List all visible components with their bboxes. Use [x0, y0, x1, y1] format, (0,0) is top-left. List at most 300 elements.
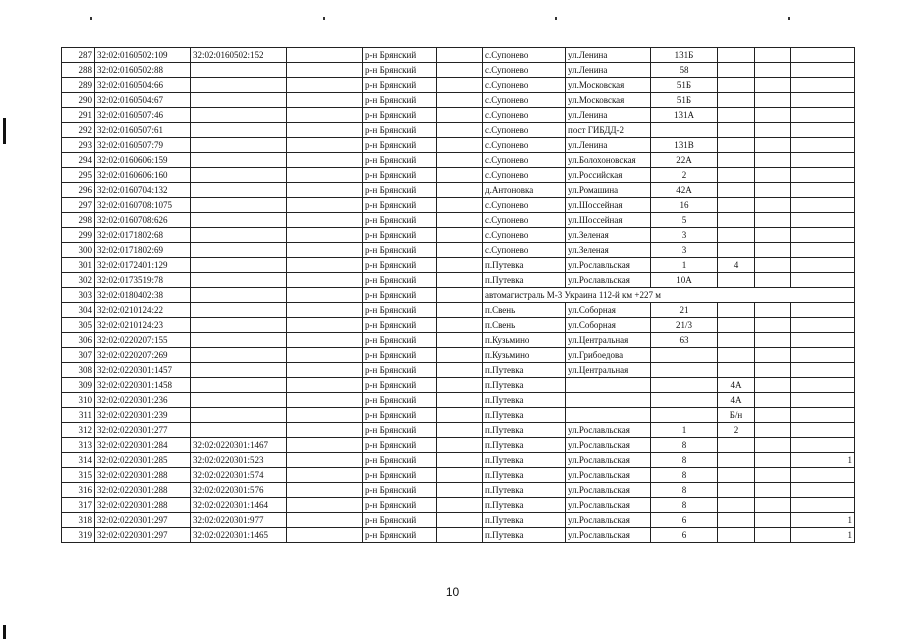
- cell-region: р-н Брянский: [363, 93, 437, 108]
- cell-cad: [191, 183, 287, 198]
- cell-building: [718, 273, 755, 288]
- cell-cad: 32:02:0160704:132: [95, 183, 191, 198]
- cell-region: р-н Брянский: [363, 528, 437, 543]
- cell-num: 313: [62, 438, 95, 453]
- table-row: [62, 348, 855, 363]
- scan-dot: [323, 17, 325, 20]
- cell-cad2: [191, 288, 287, 303]
- cell-cad: 32:02:0160502:109: [95, 48, 191, 63]
- cell-blank: [755, 303, 791, 318]
- cell-blank: [437, 483, 483, 498]
- cell-num: 312: [62, 423, 95, 438]
- cell-street: [566, 393, 651, 408]
- cell-cad: [191, 198, 287, 213]
- cell-region: р-н Брянский: [363, 453, 437, 468]
- cell-blank: [437, 468, 483, 483]
- cell-region: р-н Брянский: [363, 138, 437, 153]
- cell-apt: [791, 273, 855, 288]
- cell-cad: [191, 423, 287, 438]
- cell-house: [651, 408, 718, 423]
- cell-cad: 32:02:0220301:239: [95, 408, 191, 423]
- table-row: [62, 108, 855, 123]
- cell-blank: [755, 153, 791, 168]
- cell-settlement: с.Супонево: [483, 108, 566, 123]
- cell-apt: [791, 438, 855, 453]
- cell-region: р-н Брянский: [363, 513, 437, 528]
- cell-building: [718, 363, 755, 378]
- cell-house: 1: [651, 258, 718, 273]
- cell-street: ул.Соборная: [566, 318, 651, 333]
- cell-blank: [437, 378, 483, 393]
- cell-cad: 32:02:0160507:79: [95, 138, 191, 153]
- cell-settlement: с.Супонево: [483, 213, 566, 228]
- cell-apt: [791, 408, 855, 423]
- cell-cad: 32:02:0220301:288: [95, 483, 191, 498]
- cell-blank: [755, 138, 791, 153]
- cell-cad: [191, 318, 287, 333]
- cell-street: ул.Соборная: [566, 303, 651, 318]
- cell-num: 294: [62, 153, 95, 168]
- cell-cad: 32:02:0220301:1467: [191, 438, 287, 453]
- cell-building: [718, 483, 755, 498]
- cell-num: 317: [62, 498, 95, 513]
- cell-blank: [437, 78, 483, 93]
- cell-cad: 32:02:0160507:61: [95, 123, 191, 138]
- cell-cad: [191, 393, 287, 408]
- cell-blank: [287, 423, 363, 438]
- cell-apt: [791, 168, 855, 183]
- cell-settlement: с.Супонево: [483, 123, 566, 138]
- cell-building: [718, 48, 755, 63]
- table-row: [62, 183, 855, 198]
- cell-cad: 32:02:0160502:88: [95, 63, 191, 78]
- cell-apt: [791, 348, 855, 363]
- cell-blank: [755, 453, 791, 468]
- cell-region: р-н Брянский: [363, 498, 437, 513]
- cell-apt: [791, 63, 855, 78]
- table-row: [62, 288, 855, 303]
- cell-blank: [287, 273, 363, 288]
- cell-blank: [287, 183, 363, 198]
- cell-apt: [791, 318, 855, 333]
- cell-cad: [191, 138, 287, 153]
- cell-house: [651, 393, 718, 408]
- cell-building: 4А: [718, 378, 755, 393]
- cell-num: 296: [62, 183, 95, 198]
- cell-num: 292: [62, 123, 95, 138]
- cell-settlement: д.Антоновка: [483, 183, 566, 198]
- table-row: [62, 213, 855, 228]
- cell-blank: [287, 153, 363, 168]
- cell-blank: [755, 378, 791, 393]
- cell-settlement: п.Путевка: [483, 438, 566, 453]
- cell-cad: 32:02:0220301:1464: [191, 498, 287, 513]
- cell-house: 6: [651, 513, 718, 528]
- cell-cad: 32:02:0210124:23: [95, 318, 191, 333]
- cell-blank: [755, 213, 791, 228]
- cell-cad: [191, 333, 287, 348]
- cell-num: 301: [62, 258, 95, 273]
- cell-region: р-н Брянский: [363, 273, 437, 288]
- table-row: [62, 63, 855, 78]
- cell-building: [718, 108, 755, 123]
- cell-building: [718, 78, 755, 93]
- register-table-body: [62, 48, 855, 543]
- cell-house: 10А: [651, 273, 718, 288]
- cell-blank: [755, 198, 791, 213]
- cell-settlement: п.Путевка: [483, 513, 566, 528]
- cell-apt: [791, 363, 855, 378]
- cell-house: 8: [651, 453, 718, 468]
- cell-house: 58: [651, 63, 718, 78]
- cell-blank: [287, 303, 363, 318]
- table-row: [62, 453, 855, 468]
- cell-street: ул.Российская: [566, 168, 651, 183]
- cell-cad: 32:02:0172401:129: [95, 258, 191, 273]
- cell-cad: 32:02:0220301:284: [95, 438, 191, 453]
- cell-region: р-н Брянский: [363, 108, 437, 123]
- cell-settlement: с.Супонево: [483, 243, 566, 258]
- cell-cad: 32:02:0160504:66: [95, 78, 191, 93]
- cell-region: р-н Брянский: [363, 198, 437, 213]
- cell-cad: [191, 93, 287, 108]
- cell-blank: [287, 408, 363, 423]
- cell-blank: [755, 108, 791, 123]
- cell-blank: [755, 438, 791, 453]
- cell-region: р-н Брянский: [363, 408, 437, 423]
- cell-cad: 32:02:0220301:1457: [95, 363, 191, 378]
- cell-blank: [437, 48, 483, 63]
- cell-house: [651, 348, 718, 363]
- cell-street: ул.Ленина: [566, 108, 651, 123]
- cell-street: ул.Зеленая: [566, 243, 651, 258]
- cell-settlement: п.Путевка: [483, 378, 566, 393]
- cell-building: [718, 198, 755, 213]
- cell-street: [566, 378, 651, 393]
- cell-apt: [791, 423, 855, 438]
- cell-cad: 32:02:0160708:1075: [95, 198, 191, 213]
- cell-building: [718, 528, 755, 543]
- table-row: [62, 318, 855, 333]
- cell-blank: [755, 363, 791, 378]
- cell-apt: [791, 78, 855, 93]
- cell-house: 6: [651, 528, 718, 543]
- cell-blank: [287, 438, 363, 453]
- cell-blank: [287, 528, 363, 543]
- cell-blank: [437, 498, 483, 513]
- cell-apt: [791, 228, 855, 243]
- register-table: [61, 47, 855, 543]
- cell-num: 289: [62, 78, 95, 93]
- cell-region: р-н Брянский: [363, 393, 437, 408]
- cell-settlement: с.Супонево: [483, 168, 566, 183]
- cell-blank: [437, 243, 483, 258]
- cell-num: 295: [62, 168, 95, 183]
- cell-building: [718, 333, 755, 348]
- cell-cad: 32:02:0160507:46: [95, 108, 191, 123]
- cell-region: р-н Брянский: [363, 438, 437, 453]
- page-number: 10: [445, 585, 460, 599]
- cell-cad: 32:02:0160606:159: [95, 153, 191, 168]
- cell-street: ул.Шоссейная: [566, 198, 651, 213]
- cell-blank: [437, 438, 483, 453]
- cell-region: р-н Брянский: [363, 48, 437, 63]
- cell-region: р-н Брянский: [363, 78, 437, 93]
- cell-blank: [755, 228, 791, 243]
- cell-num: 293: [62, 138, 95, 153]
- table-row: [62, 378, 855, 393]
- cell-address-span: автомагистраль М-3 Украина 112-й км +227 м: [483, 288, 855, 303]
- table-row: [62, 333, 855, 348]
- cell-house: [651, 363, 718, 378]
- cell-house: 8: [651, 438, 718, 453]
- cell-num: 310: [62, 393, 95, 408]
- cell-blank: [287, 318, 363, 333]
- cell-settlement: с.Супонево: [483, 153, 566, 168]
- table-row: [62, 528, 855, 543]
- cell-street: ул.Шоссейная: [566, 213, 651, 228]
- cell-blank: [437, 363, 483, 378]
- cell-num: 319: [62, 528, 95, 543]
- cell-building: 4: [718, 258, 755, 273]
- cell-cad: 32:02:0220207:269: [95, 348, 191, 363]
- cell-blank: [755, 498, 791, 513]
- cell-cad: [191, 78, 287, 93]
- table-row: [62, 78, 855, 93]
- cell-blank: [755, 48, 791, 63]
- cell-cad: 32:02:0171802:69: [95, 243, 191, 258]
- cell-cad: 32:02:0220301:297: [95, 513, 191, 528]
- cell-blank: [437, 93, 483, 108]
- cell-house: 16: [651, 198, 718, 213]
- cell-house: 131В: [651, 138, 718, 153]
- cell-blank: [437, 303, 483, 318]
- cell-building: [718, 348, 755, 363]
- cell-blank: [287, 483, 363, 498]
- cell-settlement: п.Свень: [483, 303, 566, 318]
- cell-cad: 32:02:0220301:297: [95, 528, 191, 543]
- cell-blank: [287, 453, 363, 468]
- cell-blank: [287, 468, 363, 483]
- cell-cad: 32:02:0220301:277: [95, 423, 191, 438]
- cell-cad: 32:02:0160708:626: [95, 213, 191, 228]
- table-row: [62, 303, 855, 318]
- cell-settlement: с.Супонево: [483, 48, 566, 63]
- cell-street: ул.Ленина: [566, 63, 651, 78]
- cell-apt: [791, 378, 855, 393]
- cell-building: [718, 318, 755, 333]
- cell-house: 131Б: [651, 48, 718, 63]
- cell-apt: [791, 243, 855, 258]
- cell-cad: [191, 123, 287, 138]
- cell-num: 306: [62, 333, 95, 348]
- cell-cad: 32:02:0210124:22: [95, 303, 191, 318]
- table-row: [62, 93, 855, 108]
- cell-house: 51Б: [651, 78, 718, 93]
- cell-apt: [791, 108, 855, 123]
- cell-blank: [287, 243, 363, 258]
- cell-blank: [437, 63, 483, 78]
- table-row: [62, 393, 855, 408]
- cell-apt: [791, 48, 855, 63]
- cell-region: р-н Брянский: [363, 348, 437, 363]
- cell-house: 3: [651, 243, 718, 258]
- table-row: [62, 498, 855, 513]
- cell-settlement: п.Кузьмино: [483, 333, 566, 348]
- cell-blank: [437, 528, 483, 543]
- cell-apt: [791, 213, 855, 228]
- cell-blank: [755, 318, 791, 333]
- cell-blank: [755, 273, 791, 288]
- cell-settlement: п.Путевка: [483, 273, 566, 288]
- cell-settlement: п.Свень: [483, 318, 566, 333]
- cell-settlement: с.Супонево: [483, 93, 566, 108]
- cell-cad: 32:02:0220301:576: [191, 483, 287, 498]
- cell-building: 2: [718, 423, 755, 438]
- cell-num: 308: [62, 363, 95, 378]
- cell-cad: [191, 213, 287, 228]
- cell-apt: [791, 468, 855, 483]
- cell-num: 314: [62, 453, 95, 468]
- cell-settlement: п.Путевка: [483, 468, 566, 483]
- cell-blank: [287, 258, 363, 273]
- cell-blank: [287, 333, 363, 348]
- cell-blank: [437, 258, 483, 273]
- cell-region: р-н Брянский: [363, 288, 437, 303]
- cell-region: р-н Брянский: [363, 423, 437, 438]
- cell-street: ул.Центральная: [566, 363, 651, 378]
- cell-cad: 32:02:0220301:288: [95, 498, 191, 513]
- table-row: [62, 153, 855, 168]
- cell-blank: [755, 333, 791, 348]
- cell-blank: [755, 393, 791, 408]
- cell-num: 303: [62, 288, 95, 303]
- cell-settlement: п.Путевка: [483, 528, 566, 543]
- cell-num: 287: [62, 48, 95, 63]
- cell-settlement: с.Супонево: [483, 63, 566, 78]
- cell-building: [718, 498, 755, 513]
- cell-house: 21: [651, 303, 718, 318]
- cell-blank: [437, 183, 483, 198]
- cell-cad: [191, 108, 287, 123]
- cell-blank: [287, 198, 363, 213]
- scan-dot: [555, 17, 557, 20]
- cell-blank: [437, 168, 483, 183]
- cell-settlement: п.Путевка: [483, 363, 566, 378]
- cell-street: ул.Рославльская: [566, 513, 651, 528]
- cell-building: [718, 213, 755, 228]
- cell-cad: 32:02:0220301:523: [191, 453, 287, 468]
- cell-settlement: с.Супонево: [483, 228, 566, 243]
- cell-blank: [287, 138, 363, 153]
- cell-region: р-н Брянский: [363, 468, 437, 483]
- cell-settlement: с.Супонево: [483, 138, 566, 153]
- cell-apt: [791, 393, 855, 408]
- cell-cad: [191, 273, 287, 288]
- cell-settlement: с.Супонево: [483, 78, 566, 93]
- cell-blank2: [437, 288, 483, 303]
- cell-settlement: п.Путевка: [483, 453, 566, 468]
- cell-region: р-н Брянский: [363, 153, 437, 168]
- cell-house: [651, 378, 718, 393]
- cell-blank: [755, 183, 791, 198]
- cell-region: р-н Брянский: [363, 483, 437, 498]
- cell-blank: [437, 228, 483, 243]
- cell-blank: [437, 318, 483, 333]
- cell-region: р-н Брянский: [363, 228, 437, 243]
- table-row: [62, 468, 855, 483]
- cell-blank: [437, 453, 483, 468]
- cell-street: ул.Рославльская: [566, 273, 651, 288]
- cell-cad: [191, 243, 287, 258]
- cell-blank: [437, 348, 483, 363]
- cell-building: [718, 138, 755, 153]
- cell-blank: [755, 408, 791, 423]
- cell-blank: [437, 393, 483, 408]
- cell-street: ул.Ромашина: [566, 183, 651, 198]
- cell-settlement: п.Путевка: [483, 408, 566, 423]
- cell-cad: 32:02:0220207:155: [95, 333, 191, 348]
- cell-blank: [287, 168, 363, 183]
- cell-num: 300: [62, 243, 95, 258]
- cell-street: ул.Грибоедова: [566, 348, 651, 363]
- cell-blank: [755, 243, 791, 258]
- cell-num: 290: [62, 93, 95, 108]
- cell-settlement: п.Кузьмино: [483, 348, 566, 363]
- table-row: [62, 408, 855, 423]
- cell-blank: [287, 78, 363, 93]
- cell-region: р-н Брянский: [363, 318, 437, 333]
- cell-house: 63: [651, 333, 718, 348]
- cell-apt: [791, 198, 855, 213]
- scan-edge-mark: [3, 118, 6, 144]
- cell-street: ул.Рославльская: [566, 468, 651, 483]
- table-row: [62, 258, 855, 273]
- cell-blank: [287, 63, 363, 78]
- cell-settlement: п.Путевка: [483, 498, 566, 513]
- cell-house: 8: [651, 498, 718, 513]
- cell-settlement: п.Путевка: [483, 483, 566, 498]
- cell-cad: [191, 63, 287, 78]
- cell-house: 1: [651, 423, 718, 438]
- cell-cad1: 32:02:0180402:38: [95, 288, 191, 303]
- cell-cad: [191, 363, 287, 378]
- cell-settlement: п.Путевка: [483, 393, 566, 408]
- cell-building: [718, 243, 755, 258]
- cell-apt: [791, 303, 855, 318]
- cell-house: 2: [651, 168, 718, 183]
- table-row: [62, 363, 855, 378]
- cell-cad: 32:02:0220301:236: [95, 393, 191, 408]
- cell-num: 291: [62, 108, 95, 123]
- cell-street: ул.Ленина: [566, 48, 651, 63]
- cell-num: 315: [62, 468, 95, 483]
- cell-blank: [287, 108, 363, 123]
- cell-apt: 1: [791, 513, 855, 528]
- cell-cad: [191, 303, 287, 318]
- table-row: [62, 243, 855, 258]
- cell-cad: [191, 378, 287, 393]
- cell-building: [718, 468, 755, 483]
- cell-blank: [287, 498, 363, 513]
- cell-blank: [755, 528, 791, 543]
- cell-num: 309: [62, 378, 95, 393]
- cell-region: р-н Брянский: [363, 123, 437, 138]
- cell-building: [718, 183, 755, 198]
- cell-num: 298: [62, 213, 95, 228]
- cell-apt: [791, 183, 855, 198]
- cell-cad: 32:02:0220301:977: [191, 513, 287, 528]
